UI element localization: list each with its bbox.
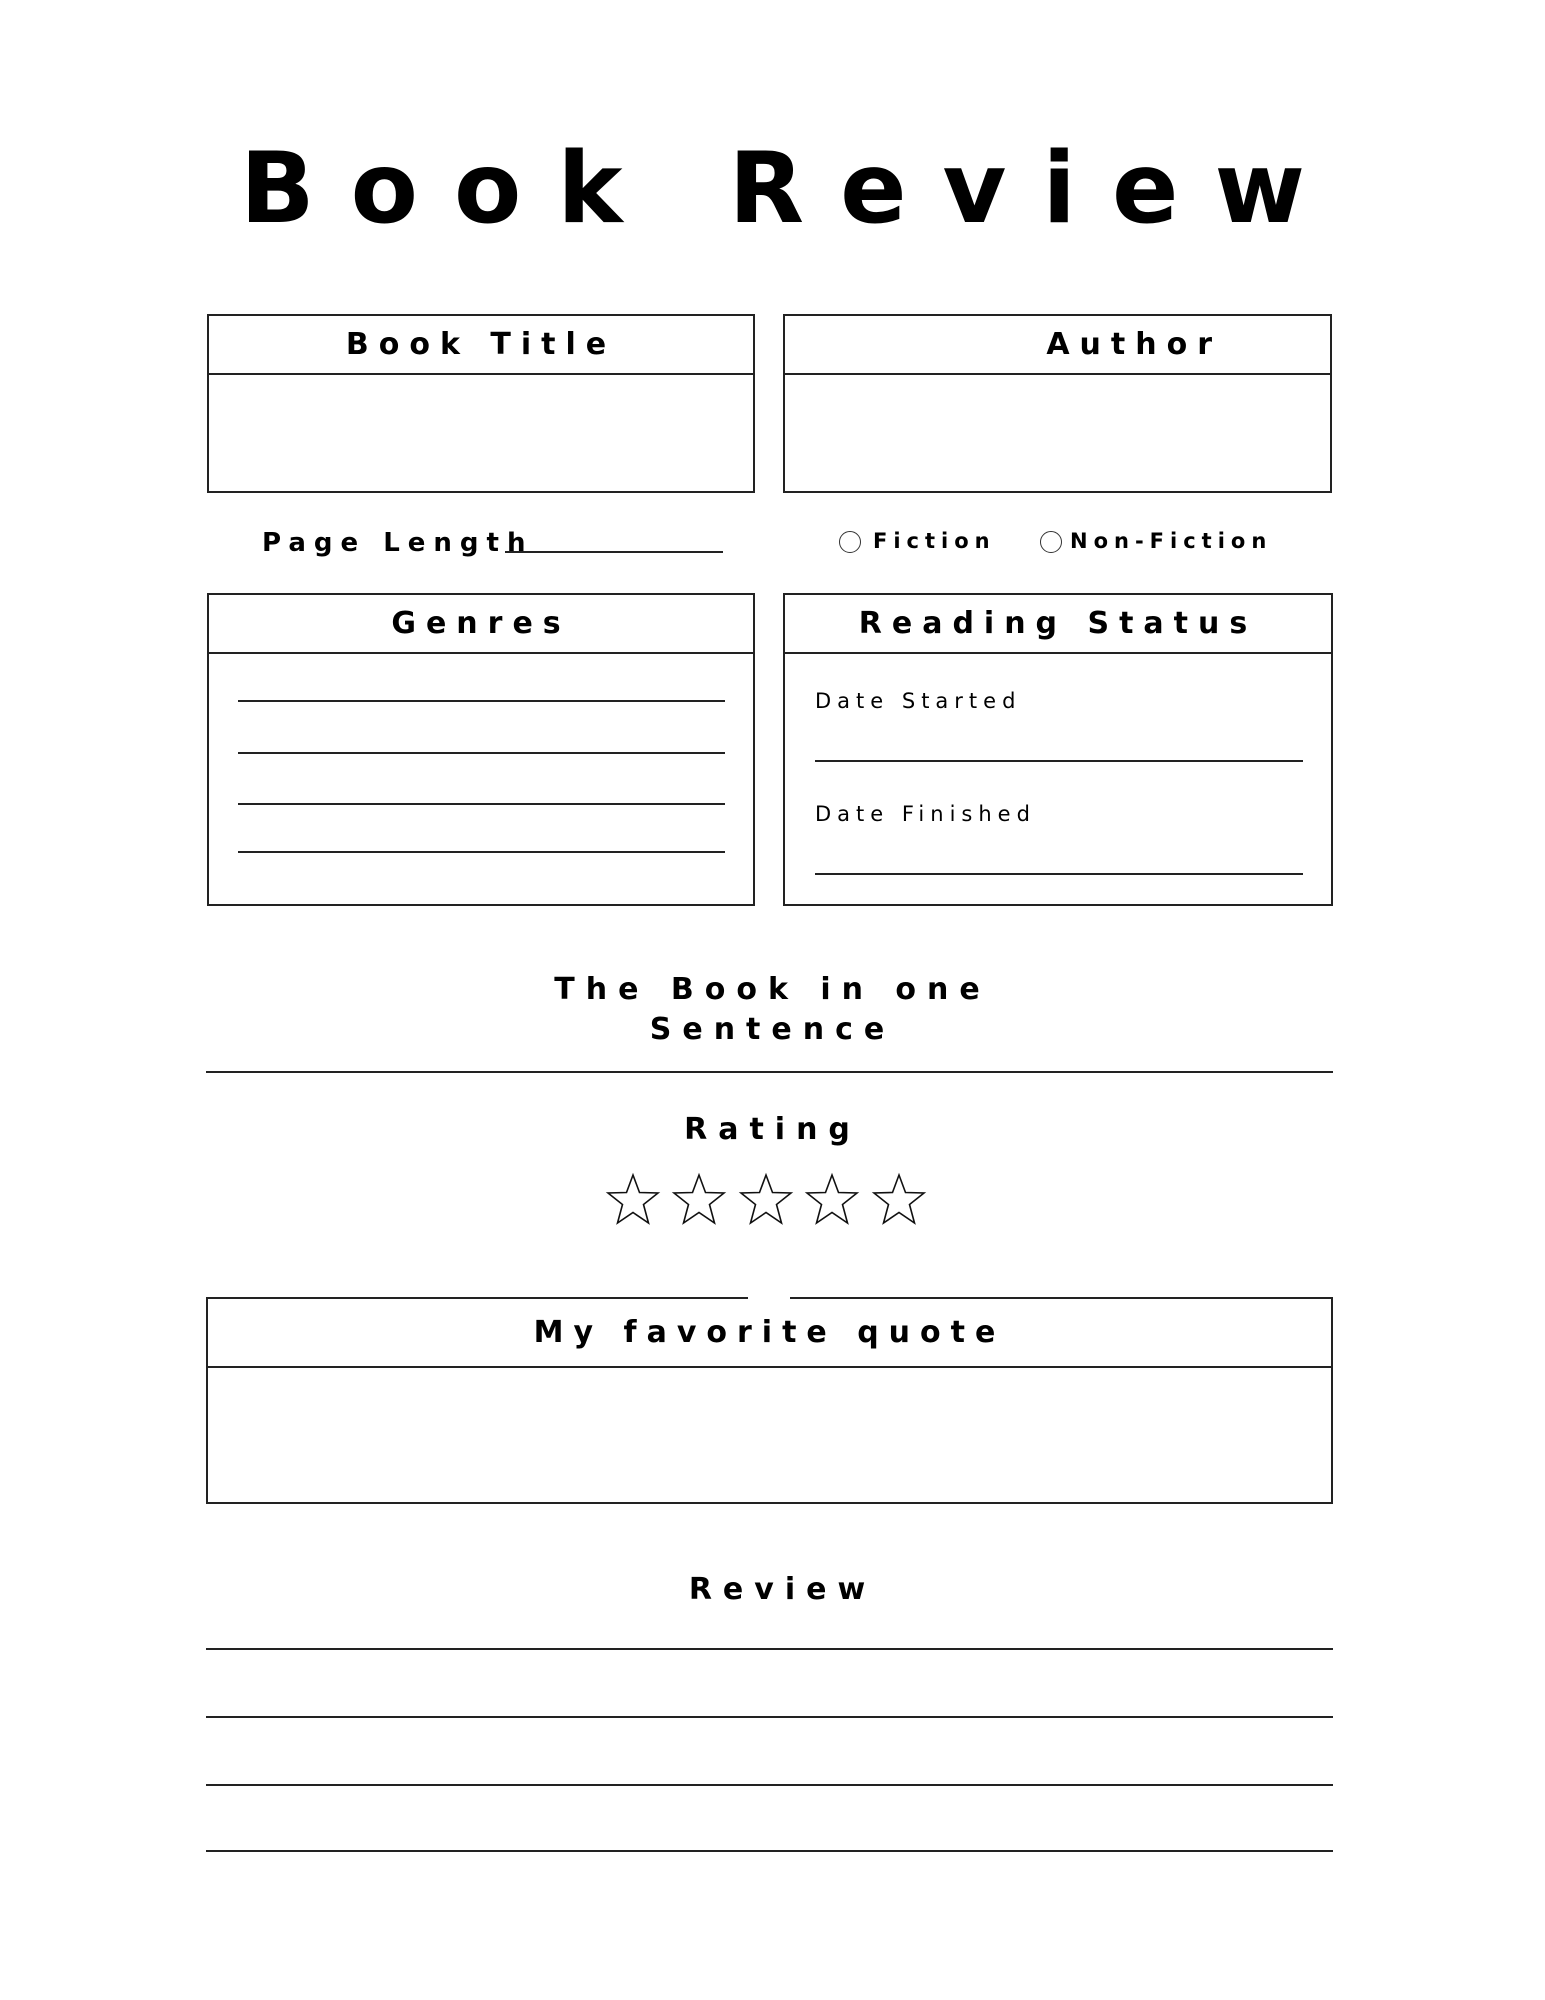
review-line-4[interactable] — [206, 1850, 1333, 1852]
rating-star-4[interactable] — [804, 1172, 860, 1228]
one-sentence-label-line1: The Book in one — [554, 972, 991, 1007]
review-line-2[interactable] — [206, 1716, 1333, 1718]
fiction-label: Fiction — [873, 529, 996, 553]
non-fiction-label: Non-Fiction — [1070, 529, 1273, 553]
author-box — [783, 314, 1332, 493]
book-title-box — [207, 314, 755, 493]
review-line-1[interactable] — [206, 1648, 1333, 1650]
genres-label: Genres — [209, 595, 753, 654]
date-started-label: Date Started — [815, 689, 1022, 713]
fiction-radio[interactable] — [839, 531, 861, 553]
author-field[interactable] — [785, 375, 1330, 491]
quote-box-top-gap — [748, 1295, 790, 1301]
page-length-label: Page Length — [262, 528, 534, 558]
page-title: Book Review — [239, 132, 1342, 246]
genre-line-2[interactable] — [238, 752, 725, 754]
favorite-quote-field[interactable] — [208, 1368, 1331, 1502]
rating-label: Rating — [684, 1112, 861, 1147]
genre-line-4[interactable] — [238, 851, 725, 853]
genre-line-1[interactable] — [238, 700, 725, 702]
reading-status-label: Reading Status — [785, 595, 1331, 654]
one-sentence-label-line2: Sentence — [649, 1012, 896, 1047]
date-finished-field[interactable] — [815, 873, 1303, 875]
book-title-label: Book Title — [209, 316, 753, 375]
rating-stars — [605, 1172, 940, 1228]
rating-star-1[interactable] — [605, 1172, 661, 1228]
favorite-quote-box — [206, 1297, 1333, 1504]
date-finished-label: Date Finished — [815, 802, 1036, 826]
genre-line-3[interactable] — [238, 803, 725, 805]
rating-star-5[interactable] — [871, 1172, 927, 1228]
one-sentence-field[interactable] — [206, 1071, 1333, 1073]
genres-box — [207, 593, 755, 906]
non-fiction-radio[interactable] — [1040, 531, 1062, 553]
reading-status-box — [783, 593, 1333, 906]
date-started-field[interactable] — [815, 760, 1303, 762]
rating-star-3[interactable] — [738, 1172, 794, 1228]
favorite-quote-label: My favorite quote — [208, 1299, 1331, 1368]
book-title-field[interactable] — [209, 375, 753, 491]
page-length-field[interactable] — [505, 551, 723, 553]
author-label: Author — [785, 316, 1330, 375]
rating-star-2[interactable] — [671, 1172, 727, 1228]
review-label: Review — [688, 1572, 877, 1607]
review-line-3[interactable] — [206, 1784, 1333, 1786]
